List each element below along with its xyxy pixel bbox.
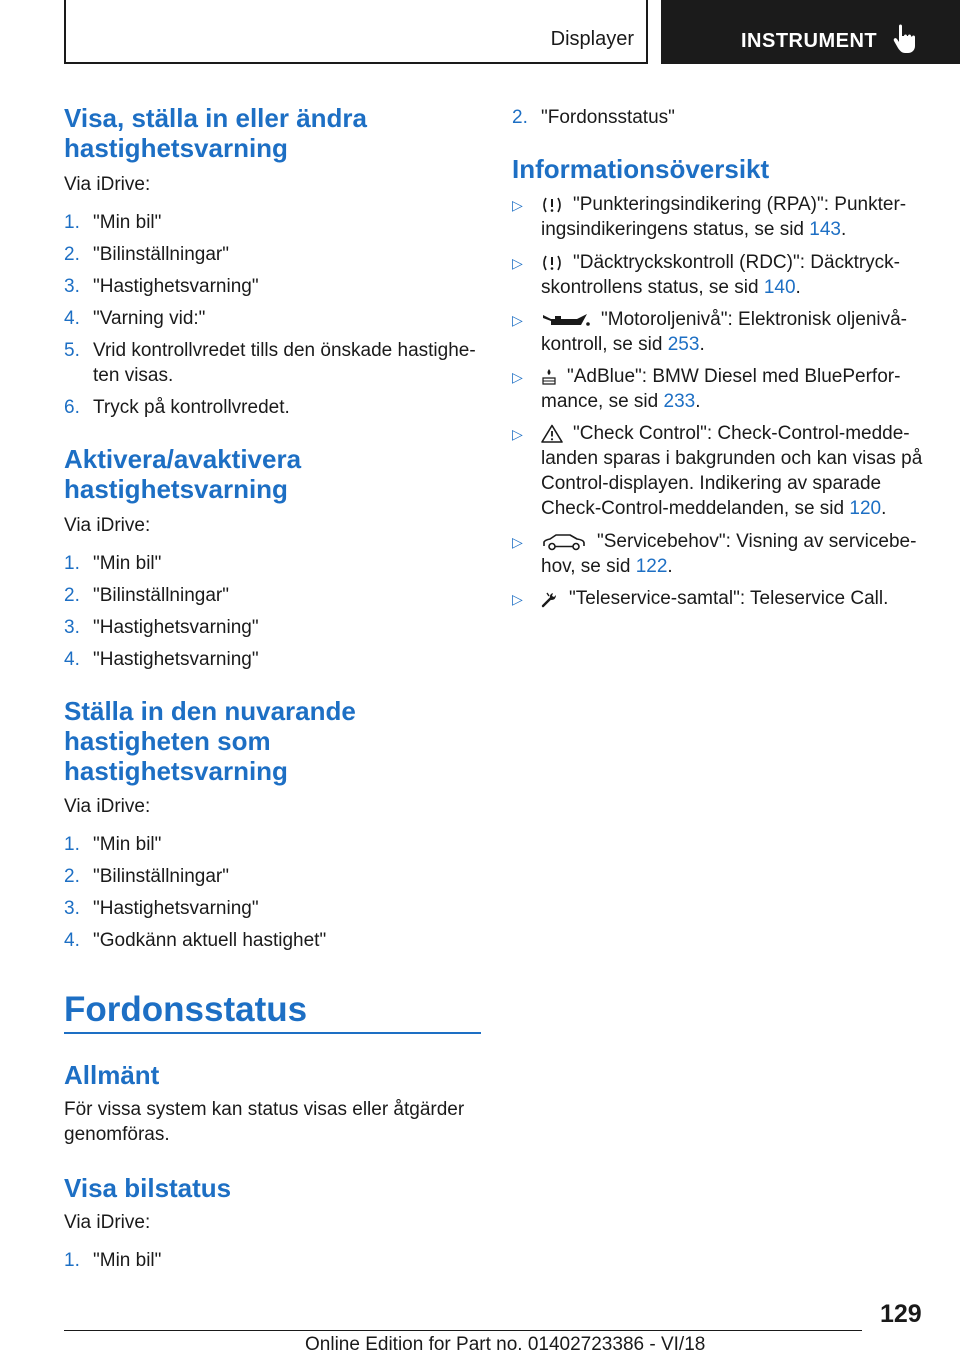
page-ref-link[interactable]: 120 bbox=[849, 498, 882, 519]
main-heading: Fordonsstatus bbox=[64, 990, 308, 1029]
page-ref-link[interactable]: 122 bbox=[635, 556, 668, 577]
header-chapter-tab bbox=[661, 0, 960, 64]
section-intro: Via iDrive: bbox=[64, 1212, 151, 1233]
section-title-show-status: Visa bilstatus bbox=[64, 1173, 232, 1203]
oil-can-icon bbox=[541, 311, 591, 329]
section-title-general: Allmänt bbox=[64, 1060, 160, 1090]
page-ref-link[interactable]: 143 bbox=[809, 219, 841, 240]
page-ref-link[interactable]: 233 bbox=[663, 391, 696, 412]
section-title-speed-warning-set: Visa, ställa in eller ändra hastighetsvarning bbox=[64, 103, 368, 163]
header-section-label: Displayer bbox=[550, 28, 634, 50]
page-ref-link[interactable]: 253 bbox=[667, 334, 700, 355]
section-title-speed-warning-toggle: Aktivera/avaktivera hastighetsvarning bbox=[64, 444, 302, 504]
header-chapter-label: INSTRUMENT bbox=[741, 30, 878, 52]
header-section-tab bbox=[64, 0, 648, 64]
page-number: 129 bbox=[880, 1300, 922, 1328]
wrench-icon bbox=[541, 590, 559, 608]
section-title-overview: Informationsöversikt bbox=[512, 154, 770, 184]
heading-divider bbox=[64, 1032, 481, 1034]
warning-triangle-icon bbox=[541, 424, 563, 443]
footer-edition: Online Edition for Part no. 01402723386 - VI/18 bbox=[305, 1334, 706, 1355]
section-intro: Via iDrive: bbox=[64, 796, 151, 817]
section-title-current-speed: Ställa in den nuvarande hastigheten som hastighetsvarning bbox=[64, 696, 356, 786]
footer-divider bbox=[64, 1330, 862, 1331]
section-body: För vissa system kan status visas eller åtgärder genomföras. bbox=[64, 1099, 465, 1145]
section-intro: Via iDrive: bbox=[64, 515, 151, 536]
adblue-icon bbox=[541, 368, 557, 386]
pointing-hand-icon bbox=[893, 22, 919, 54]
section-intro: Via iDrive: bbox=[64, 174, 151, 195]
page-ref-link[interactable]: 140 bbox=[763, 277, 796, 298]
tire-warning-icon bbox=[541, 196, 563, 214]
service-car-icon bbox=[541, 533, 587, 551]
tire-pressure-icon bbox=[541, 254, 563, 272]
